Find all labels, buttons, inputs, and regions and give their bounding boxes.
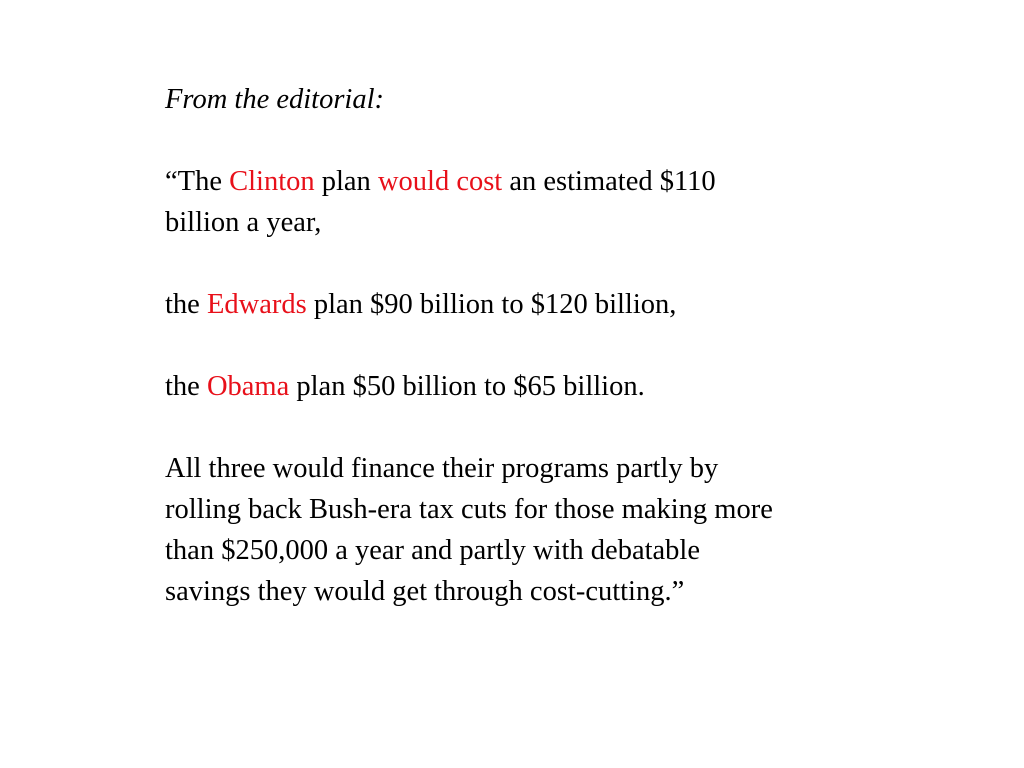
open-quote-mark: “	[165, 166, 178, 197]
text-segment: plan $50 billion to $65 billion.	[289, 371, 645, 402]
text-segment: plan	[314, 166, 378, 197]
obama-highlight: Obama	[206, 371, 290, 402]
obama-paragraph	[165, 366, 925, 407]
clinton-paragraph-line-1	[165, 161, 925, 202]
spacer	[165, 120, 925, 161]
text-segment: an estimated $110	[502, 166, 716, 197]
spacer	[165, 325, 925, 366]
financing-paragraph-line-2: rolling back Bush-era tax cuts for those making more	[165, 494, 773, 525]
text-segment: savings they would get through cost-cutting.	[165, 576, 672, 607]
clinton-paragraph-line-2: billion a year,	[165, 207, 322, 238]
close-quote-mark: ”	[671, 576, 685, 607]
text-segment: The	[177, 166, 230, 197]
text-segment: the	[165, 371, 207, 402]
spacer	[165, 243, 925, 284]
intro-label: From the editorial:	[165, 84, 384, 115]
financing-paragraph-line-4	[165, 571, 925, 612]
edwards-paragraph	[165, 284, 925, 325]
would-cost-highlight: would cost	[377, 166, 503, 197]
financing-paragraph-line-1: All three would finance their programs partly by	[165, 453, 719, 484]
clinton-highlight: Clinton	[229, 166, 315, 197]
text-segment: the	[165, 289, 207, 320]
financing-paragraph-line-3: than $250,000 a year and partly with debatable	[165, 535, 700, 566]
text-segment: plan $90 billion to $120 billion,	[306, 289, 677, 320]
editorial-quote-block	[165, 79, 925, 612]
spacer	[165, 407, 925, 448]
edwards-highlight: Edwards	[206, 289, 307, 320]
